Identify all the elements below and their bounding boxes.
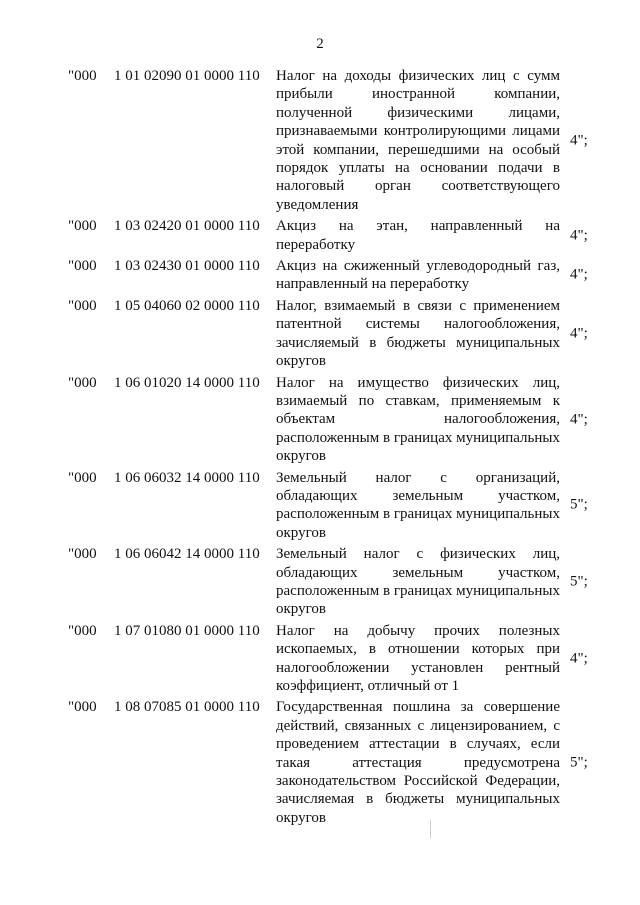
budget-classification-code: 1 06 01020 14 0000 110 (114, 374, 260, 391)
row-prefix: "000 (68, 546, 97, 563)
rate-value: 4"; (570, 227, 588, 244)
rate-value: 5"; (570, 496, 588, 513)
budget-classification-code: 1 08 07085 01 0000 110 (114, 699, 260, 716)
table-row (0, 622, 640, 696)
page-number: 2 (316, 36, 324, 52)
rate-value: 4"; (570, 325, 588, 342)
rate-value: 5"; (570, 754, 588, 771)
revenue-description: Налог на добычу прочих полезных ископаемых, в отношении которых при налогообложении установлен рентный коэффициент, отличный от 1 (276, 622, 560, 694)
budget-classification-code: 1 06 06042 14 0000 110 (114, 546, 260, 563)
row-prefix: "000 (68, 68, 97, 84)
table-row (0, 545, 640, 619)
row-prefix: "000 (68, 469, 97, 486)
budget-classification-code: 1 03 02430 01 0000 110 (114, 258, 260, 275)
rate-value: 5"; (570, 573, 588, 590)
revenue-description: Налог на доходы физических лиц с сумм прибыли иностранной компании, полученной физическими лицами, признаваемыми контролирующими лицами этой компании, перешедшими на особый порядок уплаты на основании подачи в налоговый орган соответствующего уведомления (276, 68, 560, 213)
budget-classification-code: 1 05 04060 02 0000 110 (114, 297, 260, 314)
rate-value: 4"; (570, 650, 588, 667)
revenue-description: Налог на имущество физических лиц, взимаемый по ставкам, применяемым к объектам налогообложения, расположенным в границах муниципальных округов (276, 374, 560, 465)
row-prefix: "000 (68, 297, 97, 314)
table-row (0, 297, 640, 371)
table-row (0, 67, 640, 214)
budget-classification-code: 1 07 01080 01 0000 110 (114, 622, 260, 639)
table-row (0, 374, 640, 466)
row-prefix: "000 (68, 374, 97, 391)
budget-classification-code: 1 03 02420 01 0000 110 (114, 218, 260, 235)
revenue-description: Акциз на этан, направленный на переработку (276, 218, 560, 253)
revenue-description: Акциз на сжиженный углеводородный газ, направленный на переработку (276, 258, 560, 293)
revenue-description: Налог, взимаемый в связи с применением патентной системы налогообложения, зачисляемый в бюджеты муниципальных округов (276, 297, 560, 370)
budget-classification-code: 1 06 06032 14 0000 110 (114, 469, 260, 486)
table-row (0, 257, 640, 294)
table-row (0, 698, 640, 827)
row-prefix: "000 (68, 622, 97, 639)
scan-artifact (430, 820, 431, 838)
revenue-description: Земельный налог с физических лиц, обладающих земельным участком, расположенным в границах муниципальных округов (276, 546, 560, 618)
row-prefix: "000 (68, 258, 97, 275)
revenue-description: Земельный налог с организаций, обладающих земельным участком, расположенным в границах муниципальных округов (276, 469, 560, 541)
table-row (0, 469, 640, 543)
code-table (0, 67, 640, 830)
revenue-description: Государственная пошлина за совершение действий, связанных с лицензированием, с проведением аттестации в случаях, если такая аттестация предусмотрена законодательством Российской Федерации, зачисляемая в бюджеты муниципальных округов (276, 699, 560, 826)
row-prefix: "000 (68, 699, 97, 716)
rate-value: 4"; (570, 266, 588, 283)
table-row (0, 217, 640, 254)
budget-classification-code: 1 01 02090 01 0000 110 (114, 68, 260, 84)
row-prefix: "000 (68, 218, 97, 235)
rate-value: 4"; (570, 411, 588, 428)
rate-value: 4"; (570, 132, 588, 149)
